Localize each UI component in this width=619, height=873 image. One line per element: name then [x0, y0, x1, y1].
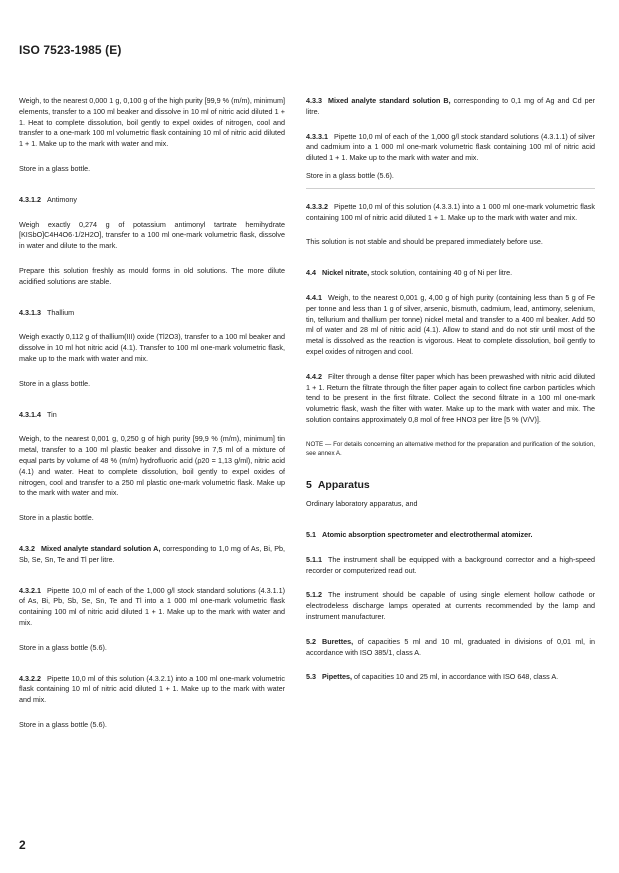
- paragraph-number: 5.1.1: [306, 554, 322, 564]
- paragraph-number: 4.4.2: [306, 371, 322, 381]
- paragraph-text: The instrument shall be equipped with a background corrector and a high-speed recorder or computerized read out.: [306, 554, 595, 575]
- heading-number: 4.3.1.3: [19, 307, 41, 317]
- section-5-heading: [306, 478, 595, 492]
- heading-5-2: [306, 637, 595, 659]
- heading-5-1: [306, 530, 595, 541]
- heading-number: 4.4: [306, 268, 316, 278]
- paragraph-number: 4.3.2.1: [19, 585, 41, 595]
- unstable-note-paragraph: This solution is not stable and should be prepared immediately before use.: [306, 237, 543, 247]
- heading-title: Antimony: [46, 194, 77, 204]
- document-header: ISO 7523-1985 (E): [19, 43, 122, 57]
- heading-4-3-1-4: [19, 410, 285, 421]
- heading-number: 4.3.1.2: [19, 194, 41, 204]
- store-glass-paragraph: Store in a glass bottle.: [19, 378, 91, 388]
- paragraph-text: Weigh, to the nearest 0,001 g, 4,00 g of high purity (containing less than 5 g of Fe per tonne and less than 1 g of silver, arsenic, bismuth, cadmium, lead, antimony, selenium, tin, tellurium and thallium per tonne) nickel metal and transfer to a 400 ml beaker. Add 50 ml of water and 28 ml of nitric acid (4.1). Allow to stand and do not stir until most of the metal is dissolved as the reaction is vigorous. Heat to complete dissolution, boil gently to expel oxides of nitrogen and cool.: [306, 292, 595, 356]
- paragraph-text: Pipette 10,0 ml of each of the 1,000 g/l stock standard solutions (4.3.1.1) of As, Bi, Pb, Sb, Se, Sn, Te and Tl into a 1 000 ml one-mark volumetric flask containing 100 ml of nitric acid diluted 1 + 1. Make up to the mark with water and mix.: [19, 585, 285, 627]
- heading-4-3-2: [19, 544, 285, 566]
- heading-number: 4.3.2: [19, 543, 35, 553]
- paragraph-text: Pipette 10,0 ml of this solution (4.3.3.1) into a 1 000 ml one-mark volumetric flask containing 100 ml of nitric acid diluted 1 + 1. Make up to the mark with water and mix.: [306, 201, 595, 222]
- thallium-weigh-paragraph: Weigh exactly 0,112 g of thallium(III) oxide (Tl2O3), transfer to a 100 ml beaker and dissolve in 10 ml hot nitric acid (4.1). Transfer to 100 ml one-mark volumetric flask, make up to the mark with water and mix.: [19, 332, 285, 363]
- paragraph-4-3-2-1: [19, 586, 285, 629]
- heading-number: 5.1: [306, 529, 316, 539]
- antimony-prepare-paragraph: Prepare this solution freshly as mould forms in old solutions. The more dilute acidified solutions are stable.: [19, 265, 285, 286]
- paragraph-number: 4.3.3.1: [306, 131, 328, 141]
- paragraph-4-3-3-1: [306, 132, 595, 164]
- section-5-intro: Ordinary laboratory apparatus, and: [306, 499, 418, 509]
- heading-number: 4.3.3: [306, 96, 322, 105]
- tin-weigh-paragraph: Weigh, to the nearest 0,001 g, 0,250 g of high purity [99,9 % (m/m), minimum] tin metal, transfer to a 100 ml plastic beaker and dissolve in 7,5 ml of a mixture of equal parts by volume of 48 % (m/m) hydrofluoric acid (ρ20 = 1,13 g/ml), nitric acid (4.1) and water. Heat to complete dissolution, boil gently to expel oxides of nitrogen, cool and transfer to a 250 ml plastic one-mark volumetric flask. Make up to the mark with water and mix.: [19, 434, 285, 498]
- heading-rest: of capacities 10 and 25 ml, in accordance with ISO 648, class A.: [353, 672, 559, 682]
- heading-rest: corresponding to 0,1 mg of Ag and Cd per litre.: [306, 96, 595, 116]
- paragraph-text: Filter through a dense filter paper which has been prewashed with nitric acid diluted 1 + 1. Return the filtrate through the filter paper again to collect fine carbon particles which tend to be present in the first filtrate. Collect the second filtrate in a 100 ml one-mark volumetric flask, wash the filter with water. Make up to the mark with water and mix. The solution contains approximately 0,8 mol of free HNO3 per litre [5 % (V/V)].: [306, 371, 595, 424]
- heading-4-3-3: [306, 96, 595, 118]
- paragraph-4-3-3-2: [306, 202, 595, 224]
- paragraph-4-3-2-2: [19, 674, 285, 706]
- paragraph-5-1-2: [306, 590, 595, 622]
- heading-4-4: [306, 268, 595, 279]
- section-title: Apparatus: [317, 479, 370, 492]
- paragraph-text: The instrument should be capable of using single element hollow cathode or electrodeless discharge lamps operated at currents recommended by the lamp and instrument manufacturer.: [306, 590, 595, 621]
- paragraph-text: Pipette 10,0 ml of this solution (4.3.2.1) into a 100 ml one-mark volumetric flask containing 10 ml of nitric acid diluted 1 + 1. Make up to the mark with water and mix.: [19, 673, 285, 705]
- paragraph-number: 4.3.3.2: [306, 201, 328, 211]
- right-column: [306, 96, 595, 683]
- heading-title: Mixed analyte standard solution B,: [328, 96, 451, 105]
- heading-title: Pipettes,: [322, 672, 352, 682]
- store-plastic-paragraph: Store in a plastic bottle.: [19, 513, 94, 523]
- heading-number: 5.2: [306, 636, 316, 646]
- paragraph-number: 4.4.1: [306, 292, 322, 302]
- intro-weigh-paragraph: Weigh, to the nearest 0,000 1 g, 0,100 g of the high purity [99,9 % (m/m), minimum] elements, transfer to a 100 ml beaker and dissolve in 10 ml of nitric acid diluted 1 + 1. Heat to complete dissolution, boil gently to expel oxides of nitrogen, cool and transfer to a one-mark 100 ml volumetric flask containing 10 ml of nitric acid diluted 1 + 1. Make up to the mark with water and mix.: [19, 96, 285, 149]
- store-glass-56-paragraph: Store in a glass bottle (5.6).: [306, 170, 394, 180]
- heading-4-3-1-3: [19, 308, 285, 319]
- section-number: 5: [306, 479, 312, 492]
- heading-number: 5.3: [306, 672, 316, 682]
- store-glass-56-paragraph: Store in a glass bottle (5.6).: [19, 719, 107, 729]
- paragraph-number: 4.3.2.2: [19, 673, 41, 683]
- store-glass-56-paragraph: Store in a glass bottle (5.6).: [19, 642, 107, 652]
- heading-5-3: [306, 672, 595, 683]
- heading-rest: corresponding to 1,0 mg of As, Bi, Pb, Sb, Se, Sn, Te and Tl per litre.: [19, 543, 285, 564]
- page-number: 2: [19, 838, 26, 852]
- heading-title: Tin: [46, 409, 57, 419]
- paragraph-text: Pipette 10,0 ml of each of the 1,000 g/l stock standard solutions (4.3.1.1) of silver and cadmium into a 1 000 ml one-mark volumetric flask containing 100 ml of nitric acid diluted 1 + 1. Make up to the mark with water and mix.: [306, 131, 595, 163]
- heading-rest: stock solution, containing 40 g of Ni per litre.: [371, 268, 513, 278]
- store-glass-paragraph: Store in a glass bottle.: [19, 163, 91, 173]
- left-column: [19, 96, 285, 731]
- paragraph-4-4-2: [306, 372, 595, 426]
- paragraph-number: 5.1.2: [306, 590, 322, 600]
- antimony-weigh-paragraph: Weigh exactly 0,274 g of potassium antimonyl tartrate hemihydrate [KISbO]C4H4O6·1/2H2O], transfer to a 100 ml one-mark volumetric flask, dissolve in water and dilute to the mark.: [19, 219, 285, 251]
- heading-title: Atomic absorption spectrometer and electrothermal atomizer.: [322, 529, 533, 539]
- heading-title: Burettes,: [322, 636, 354, 646]
- heading-title: Thallium: [46, 307, 75, 317]
- paragraph-4-4-1: [306, 293, 595, 358]
- divider: [306, 188, 595, 189]
- heading-rest: of capacities 5 ml and 10 ml, graduated in divisions of 0,01 ml, in accordance with ISO 385/1, class A.: [306, 636, 595, 657]
- note-paragraph: NOTE — For details concerning an alternative method for the preparation and purification of the solution, see annex A.: [306, 440, 595, 457]
- paragraph-5-1-1: [306, 555, 595, 577]
- heading-title: Mixed analyte standard solution A,: [41, 543, 161, 553]
- heading-number: 4.3.1.4: [19, 409, 41, 419]
- heading-title: Nickel nitrate,: [322, 268, 370, 278]
- heading-4-3-1-2: [19, 195, 285, 206]
